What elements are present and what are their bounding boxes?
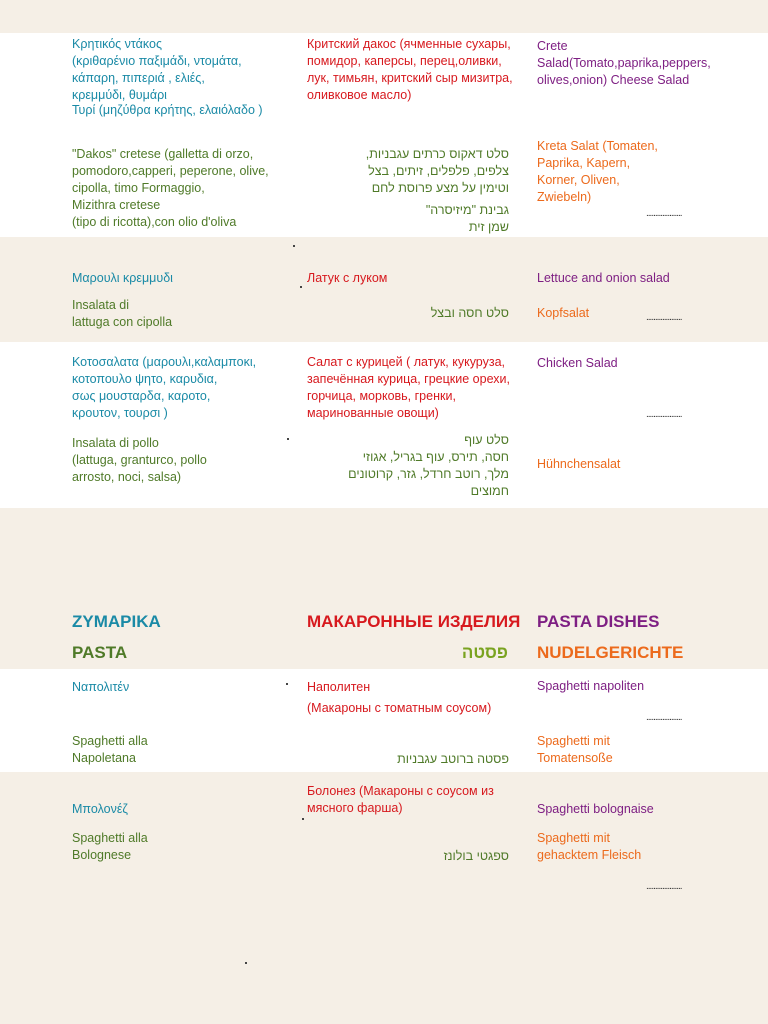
- lettuce-price: ....................: [646, 312, 682, 323]
- dakos-greek: Κρητικός ντάκος (κριθαρένιο παξιμάδι, ντομάτα, κάπαρη, πιπεριά , ελιές, κρεμμύδι, θυμάρι: [72, 37, 242, 102]
- lettuce-russian: Латук с луком: [307, 271, 388, 285]
- speck-dot: [286, 683, 288, 685]
- dakos-hebrew: סלט דאקוס כרתים עגבניות, צלפים, פלפלים, זיתים, בצל וטימין על מצע פרוסת לחם: [365, 147, 509, 195]
- dakos-english: Crete Salad(Tomato,paprika,peppers, olives,onion) Cheese Salad: [537, 39, 711, 87]
- pasta-header-german: NUDELGERICHTE: [537, 643, 684, 662]
- napoli-italian: Spaghetti alla Napoletana: [72, 734, 148, 765]
- pasta-header-english: PASTA DISHES: [537, 612, 660, 631]
- dakos-hebrew-cheese: גבינת "מיזיסרה" שמן זית: [425, 203, 509, 234]
- speck-dot: [293, 245, 295, 247]
- chicken-english: Chicken Salad: [537, 356, 618, 370]
- napoli-russian: Наполитен (Макароны с томатным соусом): [307, 680, 492, 715]
- bolognese-russian: Болонез (Макароны с соусом из мясного фарша): [307, 784, 494, 815]
- napoli-hebrew: פסטה ברוטב עגבניות: [397, 752, 509, 766]
- napoli-english: Spaghetti napoliten: [537, 679, 645, 693]
- chicken-italian: Insalata di pollo (lattuga, granturco, pollo arrosto, noci, salsa): [72, 436, 207, 484]
- lettuce-italian: Insalata di lattuga con cipolla: [72, 298, 173, 329]
- lettuce-german: Kopfsalat: [537, 306, 590, 320]
- bolognese-price: ....................: [646, 881, 682, 892]
- lettuce-greek: Μαρουλι κρεμμυδι: [72, 271, 173, 285]
- pasta-header-hebrew: פסטה: [461, 643, 508, 662]
- pasta-header-greek: ZYMAPIKA: [72, 612, 161, 631]
- pasta-header-italian: PASTA: [72, 643, 128, 662]
- bolognese-italian: Spaghetti alla Bolognese: [72, 831, 148, 862]
- dakos-italian: "Dakos" cretese (galletta di orzo, pomodoro,capperi, peperone, olive, cipolla, timo Formaggio, Mizithra cretese (tipo di ricotta),con olio d'oliva: [72, 147, 269, 229]
- speck-dot: [287, 438, 289, 440]
- lettuce-english: Lettuce and onion salad: [537, 271, 670, 285]
- speck-dot: [302, 818, 304, 820]
- chicken-russian: Салат с курицей ( латук, кукуруза, запечённая курица, грецкие орехи, горчица, морковь, гренки, маринованные овощи): [307, 355, 510, 420]
- napoli-german: Spaghetti mit Tomatensoße: [537, 734, 613, 765]
- napoli-price: ....................: [646, 712, 682, 723]
- speck-dot: [245, 962, 247, 964]
- bolognese-german: Spaghetti mit gehacktem Fleisch: [537, 831, 642, 862]
- pasta-header-russian: МАКАРОННЫЕ ИЗДЕЛИЯ: [307, 612, 521, 631]
- lettuce-hebrew: סלט חסה ובצל: [430, 306, 509, 320]
- speck-dot: [300, 286, 302, 288]
- dakos-greek-cheese: Τυρί (μηζύθρα κρήτης, ελαιόλαδο ): [72, 103, 263, 117]
- chicken-german: Hühnchensalat: [537, 457, 621, 471]
- chicken-greek: Κοτοσαλατα (μαρουλι,καλαμποκι, κοτοπουλο ψητο, καρυδια, σως μουσταρδα, καροτο, κρουτον, τουρσι ): [72, 355, 257, 420]
- dakos-russian: Критский дакос (ячменные сухары, помидор, каперсы, перец,оливки, лук, тимьян, критский сыр мизитра, оливковое масло): [307, 37, 513, 102]
- bolognese-hebrew: ספגטי בולונז: [443, 849, 509, 863]
- chicken-price: ....................: [646, 409, 682, 420]
- bolognese-english: Spaghetti bolognaise: [537, 802, 654, 816]
- chicken-hebrew: סלט עוף חסה, תירס, עוף בגריל, אגוזי מלך, רוטב חרדל, גזר, קרוטונים חמוצים: [348, 433, 509, 498]
- dakos-german: Kreta Salat (Tomaten, Paprika, Kapern, Korner, Oliven, Zwiebeln): [537, 139, 658, 204]
- napoli-greek: Ναπολιτέν: [72, 680, 130, 694]
- bolognese-greek: Μπολονέζ: [72, 802, 128, 816]
- dakos-price: ....................: [646, 208, 682, 219]
